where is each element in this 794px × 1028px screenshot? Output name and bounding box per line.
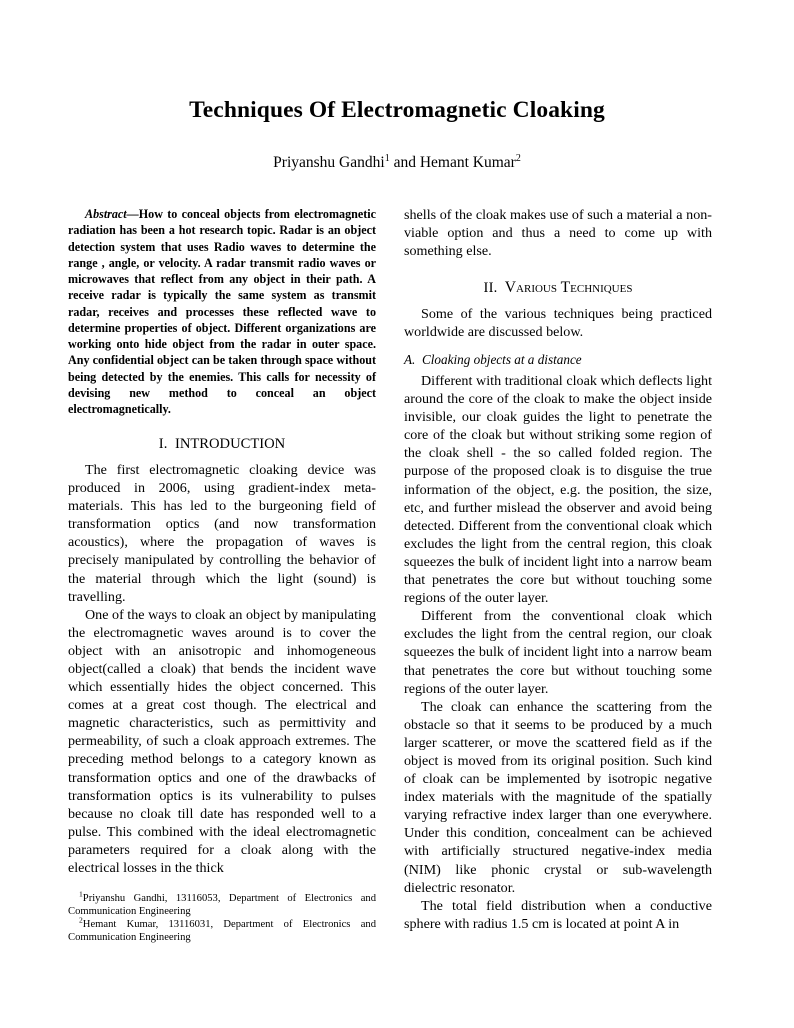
- footnote-item: [68, 889, 376, 919]
- footnote-item: [68, 915, 376, 945]
- footnote-marker: 1: [79, 889, 83, 899]
- paragraph-continuation: shells of the cloak makes use of such a material a non-viable option and thus a need to come up with something else.: [404, 207, 712, 260]
- section-heading-various-techniques: [404, 260, 712, 305]
- title-block: [0, 0, 794, 173]
- footnote-marker: 2: [79, 915, 83, 925]
- paragraph: The first electromagnetic cloaking device was produced in 2006, using gradient-index meta-materials. This has led to the burgeoning field of transformation optics (and now transformation acoustics), where the propagation of waves is precisely manipulated by controlling the behavior of the material through which the light (sound) is travelling.: [68, 461, 376, 605]
- paragraph: Different with traditional cloak which deflects light around the core of the cloak to make the object inside invisible, our cloak guides the light to penetrate the core of the cloak but without striking some region of the cloak shell - the so called folded region. The purpose of the proposed cloak is to disguise the true information of the object, e.g. the position, the size, etc, and further mislead the observer and avoid being detected. Different from the conventional cloak which excludes the light from the central region, this cloak squeezes the bulk of incident light into a narrow beam that penetrates the core but without touching some regions of the outer layer.: [404, 373, 712, 607]
- footnote-block: [68, 889, 376, 945]
- footnote-text: Hemant Kumar, 13116031, Department of Electronics and Communication Engineering: [68, 918, 376, 943]
- author-line: [0, 124, 794, 173]
- author-1-name: Priyanshu Gandhi: [273, 154, 385, 172]
- paragraph: The total field distribution when a conductive sphere with radius 1.5 cm is located at point A in: [404, 897, 712, 932]
- abstract-paragraph: [68, 206, 376, 417]
- author-2-footnote-marker: 2: [515, 153, 521, 165]
- section-title-introduction: INTRODUCTION: [174, 436, 286, 453]
- paragraph: One of the ways to cloak an object by manipulating the electromagnetic waves around is to cover the object with an anisotropic and inhomogeneous object(called a cloak) that bends the incident wave which essentially hides the object concerned. This comes at a great cost though. The electrical and magnetic characteristics, such as permittivity and permeability, of such a cloak approach extremes. The preceding method belongs to a category known as transformation optics and one of the drawbacks of transformation optics is its vulnerability to pulses because no cloak till date has responded well to a pulse. This combined with the ideal electromagnetic parameters required for a cloak along with the electrical losses in the thick: [68, 606, 376, 877]
- subsection-title-a: Cloaking objects at a distance: [421, 352, 582, 368]
- two-column-body: [68, 206, 726, 933]
- author-2-name: Hemant Kumar: [419, 154, 516, 172]
- abstract-text: How to conceal objects from electromagnetic radiation has been a hot research topic. Radar is an object detection system that uses Radio waves to determine the range , angle, or velocity. A radar transmit radio waves or microwaves that reflect from any object in their path. A receive radar is typically the same system as transmit radar, receives and processes these reflected wave to determine properties of object. Different organizations are working onto hide object from the radar in outer space. Any confidential object can be taken through space without being detected by the enemies. This calls for necessity of devising new method to conceal an object electromagnetically.: [68, 207, 376, 417]
- paragraph: Different from the conventional cloak which excludes the light from the central region, our cloak squeezes the bulk of incident light into a narrow beam that penetrates the core but without touching some regions of the outer layer.: [404, 608, 712, 697]
- section-number-various-techniques: II.: [483, 280, 498, 297]
- subsection-label-a: A.: [404, 352, 416, 368]
- abstract-label: Abstract—: [85, 207, 139, 221]
- section-title-various-techniques: Various Techniques: [504, 279, 633, 297]
- author-1-footnote-marker: 1: [384, 153, 390, 165]
- paragraph: The cloak can enhance the scattering from the obstacle so that it seems to be produced by a much larger scatterer, or move the scattered field as if the object is moved from its original position. Such kind of cloak can be implemented by isotropic negative index materials with the magnitude of the spatially varying refractive index larger than one everywhere. Under this condition, concealment can be achieved with artificially structured negative-index media (NIM) like phonic crystal or sub-wavelength dielectric resonator.: [404, 698, 712, 896]
- author-conjunction: and: [389, 154, 420, 172]
- section-number-introduction: I.: [158, 436, 168, 453]
- left-column: [68, 206, 376, 877]
- footnote-text: Priyanshu Gandhi, 13116053, Department of Electronics and Communication Engineering: [68, 893, 376, 917]
- section-heading-introduction: [68, 417, 376, 461]
- page-title: Techniques Of Electromagnetic Cloaking: [189, 97, 605, 123]
- subsection-heading-a: [404, 341, 712, 372]
- right-column: [404, 206, 712, 933]
- paragraph: Some of the various techniques being practiced worldwide are discussed below.: [404, 305, 712, 341]
